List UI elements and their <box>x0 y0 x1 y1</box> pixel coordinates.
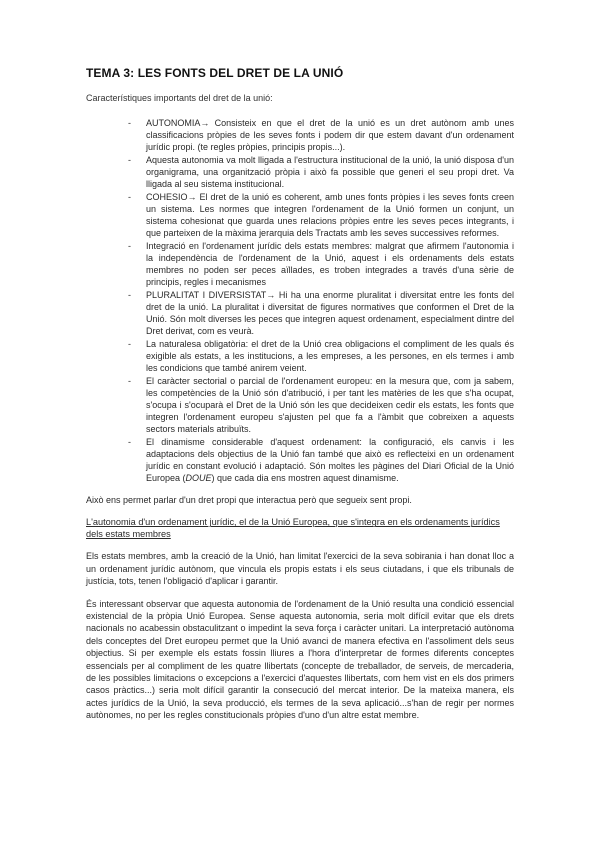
document-page <box>86 66 514 732</box>
list-item-text-tail: ) que cada dia ens mostren aquest dinamisme. <box>211 473 399 483</box>
list-item-text: El caràcter sectorial o parcial de l'ordenament europeu: en la mesura que, com ja sabem, les competències de la Unió són d'atribució, i per tant les matèries de les que s'ha ocupat, s'ocupa i s'ocuparà el Dret de la Unió són les que decideixen cedir els estats, les fonts que integren l'ordenament europeu s'ajusten pel que fa a l'àmbit que cobreixen a aquests sectors materials atribuïts. <box>146 376 514 434</box>
list-item <box>86 289 514 337</box>
list-item <box>86 338 514 374</box>
list-item <box>86 154 514 190</box>
doue-abbreviation: DOUE <box>185 473 212 483</box>
bullet-dash: - <box>128 290 131 300</box>
document-title: TEMA 3: LES FONTS DEL DRET DE LA UNIÓ <box>86 66 344 80</box>
list-item-text: La naturalesa obligatòria: el dret de la Unió crea obligacions el compliment de les quals és exigible als estats, a les institucions, a les empreses, a les persones, en els termes i amb les condicions que també anirem veient. <box>146 339 514 373</box>
list-item <box>86 191 514 239</box>
bullet-dash: - <box>128 192 131 202</box>
list-item <box>86 117 514 153</box>
list-item-text: Aquesta autonomia va molt lligada a l'estructura institucional de la unió, la unió disposa d'un organigrama, una organització pròpia i això fa possible que generi el seu propi dret. Va lligada al seu sistema institucional. <box>146 155 514 189</box>
list-item-text: El dinamisme considerable d'aquest ordenament: la configuració, els canvis i les adaptacions dels objectius de la Unió fan també que això es reflecteixi en un ordenament jurídic en constant evolució i adaptació. Són moltes les pàgines del Diari Oficial de la Unió Europea ( <box>146 437 514 483</box>
bullet-dash: - <box>128 339 131 349</box>
paragraph: És interessant observar que aquesta autonomia de l'ordenament de la Unió resulta una condició essencial existencial de la pròpia Unió Europea. Sense aquesta autonomia, seria molt difícil evitar que els drets nacionals no acabessin obstaculitzant o impedint la seva força i caràcter unitari. La interpretació autònoma dels conceptes del Dret europeu permet que la Unió avanci de manera efectiva en l'assoliment dels seus objectius. Si per exemple els estats fossin lliures a l'hora d'interpretar de formes diferents conceptes essencials per al compliment de les quatre llibertats (concepte de treballador, de serveis, de mercaderia, de les possibles limitacions o excepcions a l'exercici d'aquestes llibertats, com hem vist en els dos primers casos pràctics...) seria molt difícil garantir la consecució del mercat interior. De la mateixa manera, els actes jurídics de la Unió, la seva producció, els termes de la seva aplicació...s'han de regir per normes autònomes, no per les regles constitucionals pròpies d'uno d'un altre estat membre. <box>86 598 514 721</box>
paragraph: Els estats membres, amb la creació de la Unió, han limitat l'exercici de la seva sobirania i han donat lloc a un ordenament jurídic autònom, que vincula els propis estats i els seus ciutadans, i que els tribunals de justícia, tots, tenen l'obligació d'aplicar i garantir. <box>86 551 514 587</box>
characteristics-list <box>86 117 514 484</box>
list-item-text: Integració en l'ordenament jurídic dels estats membres: malgrat que afirmem l'autonomia i la independència de l'ordenament de la Unió, aquest i els ordenaments dels estats membres no poden ser peces aïllades, es troben integrades a través d'una sèrie de principis, regles i mecanismes <box>146 241 514 287</box>
bullet-dash: - <box>128 376 131 386</box>
list-item <box>86 240 514 288</box>
bullet-dash: - <box>128 155 131 165</box>
section-subheading: L'autonomia d'un ordenament jurídic, el de la Unió Europea, que s'integra en els ordenaments jurídics dels estats membres <box>86 517 500 540</box>
list-item <box>86 436 514 484</box>
list-item-text: COHESIO→ El dret de la unió es coherent, amb unes fonts pròpies i les seves fonts creen un sistema. Les normes que integren l'ordenament de la Unió formen un conjunt, un sistema cohesionat que guarda unes relacions pròpies entre les seves peces integrants, i que parteixen de la màxima jerarquia dels Tractats amb les seves successives reformes. <box>146 192 514 238</box>
list-item-text: AUTONOMIA→ Consisteix en que el dret de la unió es un dret autònom amb unes classificacions pròpies de les seves fonts i podem dir que estem davant d'un ordenament jurídic propi. (te regles pròpies, principis propis...). <box>146 118 514 152</box>
paragraph: Això ens permet parlar d'un dret propi que interactua però que segueix sent propi. <box>86 495 412 505</box>
intro-line: Característiques importants del dret de la unió: <box>86 93 273 103</box>
bullet-dash: - <box>128 118 131 128</box>
list-item <box>86 375 514 435</box>
bullet-dash: - <box>128 437 131 447</box>
bullet-dash: - <box>128 241 131 251</box>
list-item-text: PLURALITAT I DIVERSISTAT→ Hi ha una enorme pluralitat i diversitat entre les fonts del dret de la unió. La pluralitat i diversitat de figures normatives que conformen el Dret de la Unió. Són molt diverses les peces que integren aquest ordenament, especialment dintre del Dret derivat, com es veurà. <box>146 290 514 336</box>
